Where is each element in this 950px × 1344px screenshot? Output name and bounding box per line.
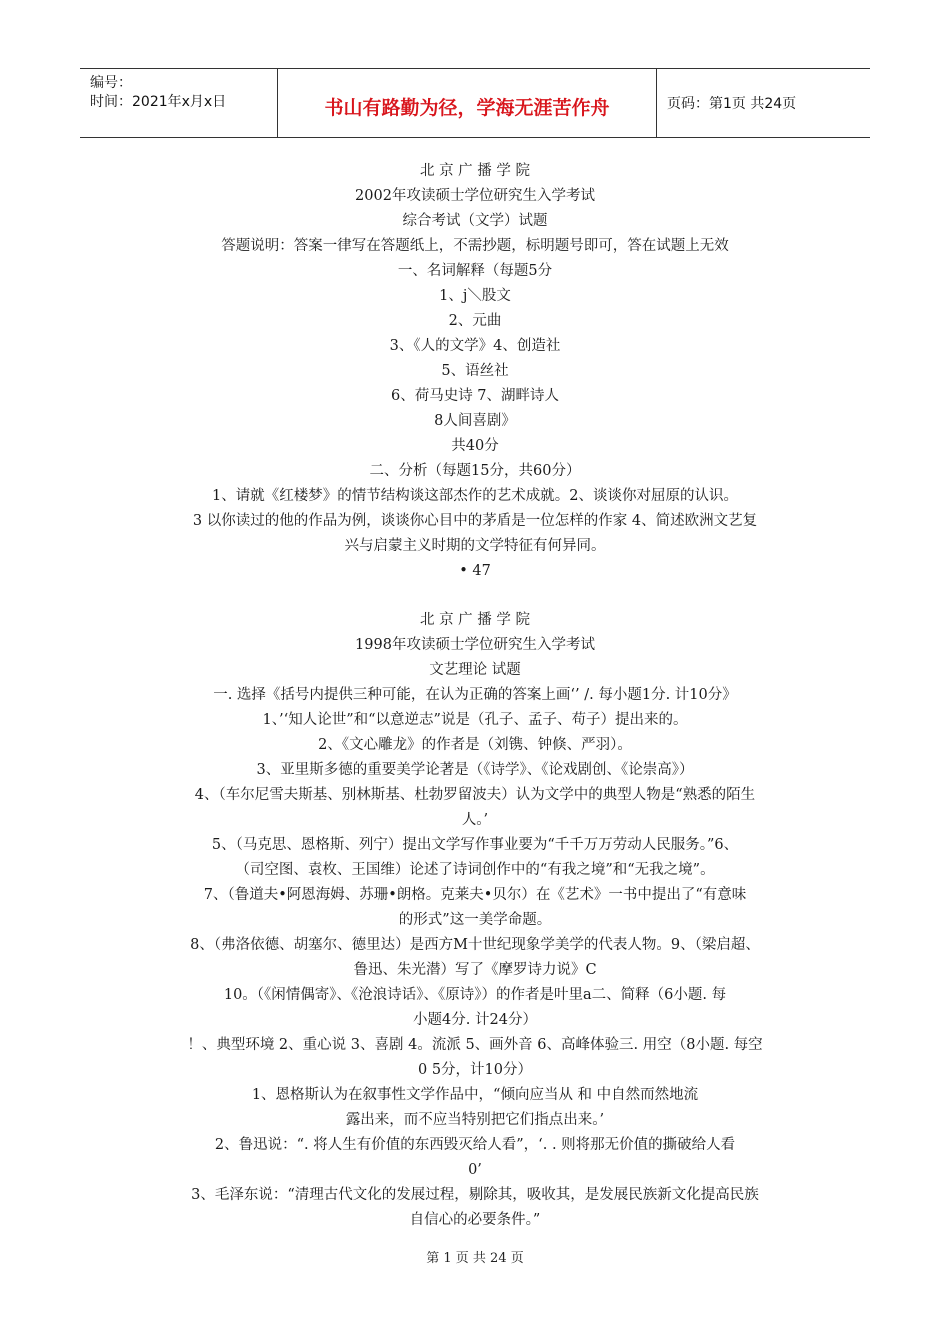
analysis-line: 兴与启蒙主义时期的文学特征有何异同。 [344, 538, 606, 554]
question-line: 3、亚里斯多德的重要美学论著是（《诗学》、《论戏剧创、《论崇高》） [256, 762, 694, 778]
question-line: 一. 选择《括号内提供三种可能，在认为正确的答案上画‘’ /. 每小题1分. 计10分》 [213, 687, 737, 703]
page-mark: • 47 [459, 563, 491, 579]
analysis-line: 3 以你读过的他的作品为例，谈谈你心目中的茅盾是一位怎样的作家 4、简述欧洲文艺复 [192, 513, 758, 529]
header-page-cell [657, 69, 870, 137]
analysis-line: 1、请就《红楼梦》的情节结构谈这部杰作的艺术成就。2、谈谈你对屈原的认识。 [212, 488, 738, 504]
document-date: 时间：2021年x月x日 [90, 94, 227, 110]
term-item: 3、《人的文学》4、创造社 [389, 338, 561, 354]
question-line: 10。（《闲情偶寄》、《沧浪诗话》、《原诗》）的作者是叶里a二、简释（6小题. 每 [223, 987, 727, 1003]
subject-title: 文艺理论 试题 [429, 662, 521, 678]
question-line: （司空图、袁枚、王国维）论述了诗词创作中的“有我之境”和“无我之境”。 [235, 862, 715, 878]
question-line: 自信心的必要条件。” [409, 1212, 541, 1228]
question-line: 的形式”这一美学命题。 [398, 912, 552, 928]
motto: 书山有路勤为径，学海无涯苦作舟 [324, 97, 610, 119]
question-line: 7、（鲁道夫•阿恩海姆、苏珊•朗格。克莱夫•贝尔）在《艺术》一书中提出了“有意味 [203, 887, 747, 903]
part-heading: 二、分析（每题15分，共60分） [369, 463, 581, 479]
term-item: 8人间喜剧》 [434, 413, 516, 429]
question-line: 3、毛泽东说：“清理古代文化的发展过程，剔除其，吸收其，是发展民族新文化提高民族 [191, 1187, 759, 1203]
header-motto-cell [278, 69, 657, 137]
page-info: 页码：第1页 共24页 [667, 96, 797, 112]
question-line: 0’ [468, 1162, 482, 1178]
subject-title: 综合考试（文学）试题 [402, 213, 548, 229]
term-item: 1、j＼股文 [439, 288, 511, 304]
term-item: 6、荷马史诗 7、湖畔诗人 [390, 388, 560, 404]
header-meta-cell [80, 69, 278, 137]
question-line: 2、鲁迅说：“. 将人生有价值的东西毁灭给人看”，‘. . 则将那无价值的撕破给人看 [214, 1137, 736, 1153]
term-item: 2、元曲 [448, 313, 502, 329]
answer-instruction: 答题说明：答案一律写在答题纸上，不需抄题，标明题号即可，答在试题上无效 [221, 238, 729, 254]
exam-title: 1998年攻读硕士学位研究生入学考试 [355, 637, 595, 653]
question-line: 1、’‘知人论世”和“以意逆志”说是（孔子、孟子、苟子）提出来的。 [262, 712, 688, 728]
question-line: 1、恩格斯认为在叙事性文学作品中，“倾向应当从 和 中自然而然地流 [251, 1087, 699, 1103]
question-line: 人。’ [461, 812, 489, 828]
school-title: 北 京 广 播 学 院 [419, 163, 531, 179]
question-line: ！、典型环境 2、重心说 3、喜剧 4。流派 5、画外音 6、高峰体验三. 用空（8小题. 每空 [187, 1037, 763, 1053]
question-line: 5、（马克思、恩格斯、列宁）提出文学写作事业要为“千千万万劳动人民服务。”6、 [211, 837, 739, 853]
term-total: 共40分 [451, 438, 499, 454]
document-header [80, 68, 870, 138]
question-line: 小题4分. 计24分） [413, 1012, 537, 1028]
question-line: 露出来，而不应当特别把它们指点出来。’ [345, 1112, 605, 1128]
page-footer: 第 1 页 共 24 页 [426, 1251, 524, 1266]
question-line: 4、（车尔尼雪夫斯基、别林斯基、杜勃罗留波夫）认为文学中的典型人物是“熟悉的陌生 [194, 787, 756, 803]
school-title: 北 京 广 播 学 院 [419, 612, 531, 628]
part-heading: 一、名词解释（每题5分 [397, 263, 553, 279]
question-line: 8、（弗洛依德、胡塞尔、德里达）是西方M十世纪现象学美学的代表人物。9、（梁启超、 [190, 937, 760, 953]
term-item: 5、语丝社 [441, 363, 509, 379]
question-line: 鲁迅、朱光潜）写了《摩罗诗力说》C [353, 962, 597, 978]
document-number-label: 编号： [90, 75, 132, 91]
exam-title: 2002年攻读硕士学位研究生入学考试 [355, 188, 595, 204]
question-line: 2、《文心雕龙》的作者是（刘镌、钟倏、严羽）。 [318, 737, 632, 753]
question-line: 0 5分，计10分） [417, 1062, 532, 1078]
